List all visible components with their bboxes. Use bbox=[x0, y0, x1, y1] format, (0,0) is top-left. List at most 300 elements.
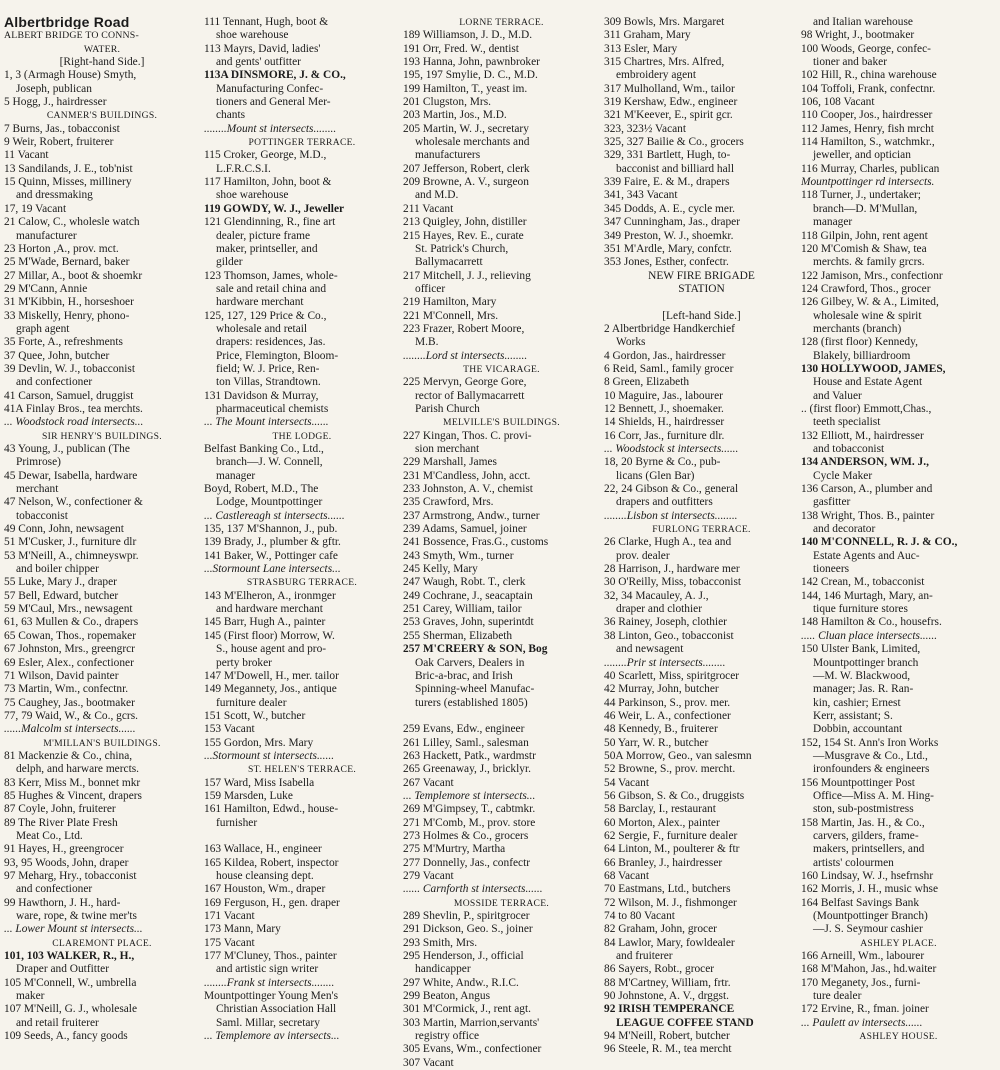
directory-line: 57 Bell, Edward, butcher bbox=[4, 589, 119, 602]
directory-line: 89 The River Plate Fresh bbox=[4, 816, 118, 829]
directory-line: 321 M'Keever, E., spirit gcr. bbox=[604, 109, 733, 122]
directory-line: 111 Tennant, Hugh, boot & bbox=[204, 16, 329, 28]
intersection-note: ........Mount st intersects........ bbox=[204, 122, 337, 135]
intersection-note: ...Stormount st intersects...... bbox=[204, 749, 335, 762]
column-2 bbox=[204, 16, 400, 1043]
intersection-note: ........Lisbon st intersects........ bbox=[604, 509, 738, 522]
directory-line: (Mountpottinger Branch) bbox=[813, 910, 928, 923]
directory-line: 107 M'Neill, G. J., wholesale bbox=[4, 1003, 138, 1016]
directory-line: 1, 3 (Armagh House) Smyth, bbox=[4, 69, 137, 82]
directory-line: 149 Megannety, Jos., antique bbox=[204, 683, 337, 696]
directory-line: 170 Meganety, Jos., furni- bbox=[801, 976, 921, 989]
directory-line: —Musgrave & Co., Ltd., bbox=[813, 749, 928, 762]
directory-line: STATION bbox=[678, 282, 725, 295]
directory-line: WATER. bbox=[83, 43, 121, 55]
directory-line: 193 Hanna, John, pawnbroker bbox=[403, 56, 540, 69]
directory-line: 8 Green, Elizabeth bbox=[604, 376, 690, 389]
directory-line: ture dealer bbox=[813, 990, 862, 1003]
directory-line: 44 Parkinson, S., prov. mer. bbox=[604, 696, 731, 709]
directory-line: 86 Sayers, Robt., grocer bbox=[604, 963, 715, 976]
directory-line: S., house agent and pro- bbox=[216, 643, 327, 656]
intersection-note: ... Templemore av intersects... bbox=[204, 1030, 340, 1043]
directory-line: 30 O'Reilly, Miss, tobacconist bbox=[604, 576, 742, 589]
directory-line: manager bbox=[216, 469, 256, 482]
directory-line: 70 Eastmans, Ltd., butchers bbox=[604, 883, 731, 896]
directory-line: 5 Hogg, J., hairdresser bbox=[4, 96, 107, 109]
directory-line: rector of Ballymacarrett bbox=[415, 389, 525, 402]
directory-line: 7 Burns, Jas., tobacconist bbox=[4, 122, 120, 135]
intersection-note: ...... Carnforth st intersects...... bbox=[403, 883, 543, 896]
directory-line: 15 Quinn, Misses, millinery bbox=[4, 176, 132, 189]
directory-line: 267 Vacant bbox=[403, 776, 454, 789]
column-4 bbox=[604, 16, 799, 1057]
directory-line: Kerr, assistant; S. bbox=[813, 709, 893, 722]
intersection-note: ........Frank st intersects........ bbox=[204, 976, 335, 989]
directory-line: 325, 327 Bailie & Co., grocers bbox=[604, 136, 744, 149]
directory-line: furnisher bbox=[216, 816, 258, 829]
directory-line: 289 Shevlin, P., spiritgrocer bbox=[403, 910, 530, 923]
directory-line: 172 Ervine, R., fman. joiner bbox=[801, 1003, 929, 1016]
directory-line: 164 Belfast Savings Bank bbox=[801, 896, 920, 909]
directory-line: 116 Murray, Charles, publican bbox=[801, 162, 940, 175]
directory-line: tobacconist bbox=[16, 509, 68, 522]
directory-line: maker bbox=[16, 990, 45, 1003]
directory-line: 173 Mann, Mary bbox=[204, 923, 281, 936]
directory-line: 130 HOLLYWOOD, JAMES, bbox=[801, 362, 946, 375]
directory-line: 28 Harrison, J., hardware mer bbox=[604, 563, 740, 576]
directory-line: tioneers bbox=[813, 563, 850, 576]
directory-line: 273 Holmes & Co., grocers bbox=[403, 829, 529, 842]
directory-line: 13 Sandilands, J. E., tob'nist bbox=[4, 162, 133, 175]
directory-line: 67 Johnston, Mrs., greengrcr bbox=[4, 643, 135, 656]
directory-line: 303 Martin, Marrion,servants' bbox=[403, 1016, 540, 1029]
intersection-note: ......Malcolm st intersects...... bbox=[4, 723, 136, 736]
directory-line: 261 Lilley, Saml., salesman bbox=[403, 736, 529, 749]
directory-line: 125, 127, 129 Price & Co., bbox=[204, 309, 327, 322]
directory-line: 136 Carson, A., plumber and bbox=[801, 483, 933, 496]
directory-line: embroidery agent bbox=[616, 69, 697, 82]
directory-line: 112 James, Henry, fish mrcht bbox=[801, 122, 934, 135]
section-heading: MOSSIDE TERRACE. bbox=[453, 897, 550, 909]
directory-line: 22, 24 Gibson & Co., general bbox=[604, 483, 739, 496]
directory-line: 293 Smith, Mrs. bbox=[403, 936, 478, 949]
directory-line: 29 M'Cann, Annie bbox=[4, 282, 88, 295]
directory-line: 203 Martin, Jos., M.D. bbox=[403, 109, 507, 122]
directory-line: maker, printseller, and bbox=[216, 242, 318, 255]
directory-line: 91 Hayes, H., greengrocer bbox=[4, 843, 124, 856]
directory-line: 21 Calow, C., wholesle watch bbox=[4, 216, 140, 229]
directory-line: delph, and harware mercts. bbox=[16, 763, 140, 776]
directory-line: 62 Sergie, F., furniture dealer bbox=[604, 829, 738, 842]
directory-line: officer bbox=[415, 282, 446, 295]
directory-line: 175 Vacant bbox=[204, 936, 255, 949]
section-heading: MELVILLE'S BUILDINGS. bbox=[443, 417, 560, 429]
directory-line: 33 Miskelly, Henry, phono- bbox=[4, 309, 130, 322]
directory-line: House and Estate Agent bbox=[813, 376, 923, 389]
directory-line: 104 Toffoli, Frank, confectnr. bbox=[801, 82, 936, 95]
directory-line: 41A Finlay Bros., tea merchts. bbox=[4, 402, 143, 415]
section-heading: FURLONG TERRACE. bbox=[652, 524, 751, 536]
directory-line: 124 Crawford, Thos., grocer bbox=[801, 282, 931, 295]
directory-line: 323, 323½ Vacant bbox=[604, 122, 687, 135]
directory-line: 16 Corr, Jas., furniture dlr. bbox=[604, 429, 725, 442]
directory-line: 153 Vacant bbox=[204, 723, 255, 736]
directory-line: manager bbox=[813, 216, 853, 229]
directory-line: and artistic sign writer bbox=[216, 963, 319, 976]
directory-line: 237 Armstrong, Andw., turner bbox=[403, 509, 540, 522]
directory-line: 241 Bossence, Fras.G., customs bbox=[403, 536, 549, 549]
directory-line: 55 Luke, Mary J., draper bbox=[4, 576, 117, 589]
directory-line: field; W. J. Price, Ren- bbox=[216, 362, 320, 375]
directory-line: drapers: residences, Jas. bbox=[216, 336, 326, 349]
directory-line: 347 Cunningham, Jas., draper bbox=[604, 216, 741, 229]
directory-line: tioners and General Mer- bbox=[216, 96, 331, 109]
directory-line: 88 M'Cartney, William, frtr. bbox=[604, 976, 731, 989]
directory-line: 92 IRISH TEMPERANCE bbox=[604, 1003, 735, 1016]
directory-line: 265 Greenaway, J., bricklyr. bbox=[403, 763, 531, 776]
directory-line: 275 M'Murtry, Martha bbox=[403, 843, 506, 856]
intersection-note: ... Castlereagh st intersects...... bbox=[204, 509, 345, 522]
directory-line: and hardware merchant bbox=[216, 603, 323, 616]
directory-line: 223 Frazer, Robert Moore, bbox=[403, 322, 525, 335]
directory-line: LEAGUE COFFEE STAND bbox=[616, 1016, 754, 1029]
directory-line: 37 Quee, John, butcher bbox=[4, 349, 110, 362]
directory-line: 118 Gilpin, John, rent agent bbox=[801, 229, 928, 242]
directory-line: wholesale and retail bbox=[216, 322, 308, 335]
section-heading: ASHLEY PLACE. bbox=[860, 937, 937, 949]
directory-line: 301 M'Cormick, J., rent agt. bbox=[403, 1003, 531, 1016]
directory-line: 11 Vacant bbox=[4, 149, 49, 162]
directory-line: 97 Meharg, Hry., tobacconist bbox=[4, 870, 137, 882]
directory-line: 201 Clugston, Mrs. bbox=[403, 96, 491, 109]
directory-line: 167 Houston, Wm., draper bbox=[204, 883, 326, 896]
directory-line: 219 Hamilton, Mary bbox=[403, 296, 497, 309]
directory-line: Ballymacarrett bbox=[415, 256, 483, 269]
directory-line: graph agent bbox=[16, 322, 70, 335]
directory-line: 59 M'Caul, Mrs., newsagent bbox=[4, 603, 133, 616]
directory-line: Cycle Maker bbox=[813, 469, 873, 482]
directory-line: 191 Orr, Fred. W., dentist bbox=[403, 42, 519, 55]
directory-line: gasfitter bbox=[813, 496, 851, 509]
directory-line: 47 Nelson, W., confectioner & bbox=[4, 496, 143, 509]
directory-line: 25 M'Wade, Bernard, baker bbox=[4, 256, 130, 269]
directory-line: makers, printsellers, and bbox=[813, 843, 925, 856]
directory-line: 102 Hill, R., china warehouse bbox=[801, 69, 937, 82]
directory-line: 49 Conn, John, newsagent bbox=[4, 523, 124, 536]
directory-line: 353 Jones, Esther, confectr. bbox=[604, 256, 729, 269]
directory-line: Primrose) bbox=[16, 456, 61, 469]
directory-line: 81 Mackenzie & Co., china, bbox=[4, 749, 133, 762]
directory-line: 106, 108 Vacant bbox=[801, 96, 875, 109]
directory-line: pharmaceutical chemists bbox=[216, 402, 329, 415]
directory-line: Albertbridge Road bbox=[4, 16, 130, 30]
directory-line: St. Patrick's Church, bbox=[415, 242, 509, 255]
directory-line: 243 Smyth, Wm., turner bbox=[403, 549, 514, 562]
directory-line: 52 Browne, S., prov. mercht. bbox=[604, 763, 736, 776]
directory-line: 2 Albertbridge Handkerchief bbox=[604, 322, 735, 335]
directory-line: Boyd, Robert, M.D., The bbox=[204, 483, 319, 496]
directory-line: 247 Waugh, Robt. T., clerk bbox=[403, 576, 526, 589]
section-heading: STRASBURG TERRACE. bbox=[246, 577, 358, 589]
directory-line: teeth specialist bbox=[813, 416, 881, 429]
directory-line: 54 Vacant bbox=[604, 776, 650, 789]
directory-line: 128 (first floor) Kennedy, bbox=[801, 336, 918, 349]
directory-line: 152, 154 St. Ann's Iron Works bbox=[801, 736, 939, 749]
directory-line: 147 M'Dowell, H., mer. tailor bbox=[204, 669, 339, 682]
directory-line: 229 Marshall, James bbox=[403, 456, 497, 469]
directory-line: Spinning-wheel Manufac- bbox=[415, 683, 535, 696]
directory-line: 101, 103 WALKER, R., H., bbox=[4, 950, 135, 963]
directory-line: 207 Jefferson, Robert, clerk bbox=[403, 162, 530, 175]
directory-line: 73 Martin, Wm., confectnr. bbox=[4, 683, 129, 696]
directory-line: 209 Browne, A. V., surgeon bbox=[403, 176, 529, 189]
section-heading: CLAREMONT PLACE. bbox=[52, 937, 152, 949]
directory-line: house cleansing dept. bbox=[216, 870, 314, 882]
directory-line: 40 Scarlett, Miss, spiritgrocer bbox=[604, 669, 740, 682]
directory-line: 253 Graves, John, superintdt bbox=[403, 616, 534, 629]
directory-line: 235 Crawford, Mrs. bbox=[403, 496, 494, 509]
directory-line: 110 Cooper, Jos., hairdresser bbox=[801, 109, 933, 122]
directory-line: wholesale merchants and bbox=[415, 136, 530, 149]
directory-line: and gents' outfitter bbox=[216, 56, 301, 69]
directory-line: chants bbox=[216, 109, 246, 122]
directory-line: 41 Carson, Samuel, druggist bbox=[4, 389, 134, 402]
directory-line: —J. S. Seymour cashier bbox=[813, 923, 923, 936]
directory-line: 157 Ward, Miss Isabella bbox=[204, 776, 315, 789]
directory-line: and Italian warehouse bbox=[813, 16, 913, 28]
directory-line: 177 M'Cluney, Thos., painter bbox=[204, 950, 337, 963]
directory-line: Estate Agents and Auc- bbox=[813, 549, 920, 562]
directory-line: Parish Church bbox=[415, 402, 480, 415]
directory-line: 163 Wallace, H., engineer bbox=[204, 843, 322, 856]
directory-line: 297 White, Andw., R.I.C. bbox=[403, 976, 519, 989]
directory-line: 311 Graham, Mary bbox=[604, 29, 691, 42]
directory-line: 10 Maguire, Jas., labourer bbox=[604, 389, 723, 402]
directory-line: 144, 146 Murtagh, Mary, an- bbox=[801, 589, 933, 602]
directory-line: artists' colourmen bbox=[813, 856, 894, 869]
directory-line: 64 Linton, M., poulterer & ftr bbox=[604, 843, 740, 856]
directory-line: 145 (First floor) Morrow, W. bbox=[204, 629, 335, 642]
directory-line: 295 Henderson, J., official bbox=[403, 950, 524, 963]
directory-line: 168 M'Mahon, Jas., hd.waiter bbox=[801, 963, 937, 976]
directory-line: 135, 137 M'Shannon, J., pub. bbox=[204, 523, 338, 536]
directory-line: 61, 63 Mullen & Co., drapers bbox=[4, 616, 139, 629]
directory-line bbox=[204, 830, 400, 843]
directory-line: shoe warehouse bbox=[216, 189, 289, 202]
directory-line: NEW FIRE BRIGADE bbox=[648, 269, 755, 282]
directory-line: 189 Williamson, J. D., M.D. bbox=[403, 29, 533, 42]
section-heading: CANMER'S BUILDINGS. bbox=[46, 110, 158, 122]
directory-line: 50 Yarr, W. R., butcher bbox=[604, 736, 709, 749]
directory-line: 158 Martin, Jas. H., & Co., bbox=[801, 816, 925, 829]
directory-line: and dressmaking bbox=[16, 189, 93, 202]
directory-line: 317 Mulholland, Wm., tailor bbox=[604, 82, 735, 95]
directory-line: 166 Arneill, Wm., labourer bbox=[801, 950, 925, 963]
directory-line: 109 Seeds, A., fancy goods bbox=[4, 1030, 128, 1043]
directory-line: 84 Lawlor, Mary, fowldealer bbox=[604, 936, 735, 949]
directory-line: 156 Mountpottinger Post bbox=[801, 776, 915, 789]
directory-line: 100 Woods, George, confec- bbox=[801, 42, 931, 55]
directory-line: wholesale wine & spirit bbox=[813, 309, 922, 322]
directory-line: 23 Horton ,A., prov. mct. bbox=[4, 242, 119, 255]
directory-line: bacconist and billiard hall bbox=[616, 162, 734, 175]
directory-line: 249 Cochrane, J., seacaptain bbox=[403, 589, 533, 602]
directory-line: 131 Davidson & Murray, bbox=[204, 389, 319, 402]
directory-line: 299 Beaton, Angus bbox=[403, 990, 491, 1003]
directory-line: and retail fruiterer bbox=[16, 1016, 99, 1029]
directory-line: 117 Hamilton, John, boot & bbox=[204, 176, 332, 189]
directory-line: 93, 95 Woods, John, draper bbox=[4, 856, 129, 869]
directory-line: Saml. Millar, secretary bbox=[216, 1016, 320, 1029]
directory-line: 159 Marsden, Luke bbox=[204, 789, 293, 802]
directory-line: 113 Mayrs, David, ladies' bbox=[204, 42, 321, 55]
directory-line: 341, 343 Vacant bbox=[604, 189, 678, 202]
directory-line: Mountpottinger branch bbox=[813, 656, 919, 669]
directory-line: 221 M'Connell, Mrs. bbox=[403, 309, 499, 322]
intersection-note: ... Lower Mount st intersects... bbox=[4, 923, 143, 936]
directory-line: 339 Faire, E. & M., drapers bbox=[604, 176, 730, 189]
directory-line: 72 Wilson, M. J., fishmonger bbox=[604, 896, 737, 909]
directory-line: 48 Kennedy, B., fruiterer bbox=[604, 723, 718, 736]
directory-line: Works bbox=[616, 336, 646, 349]
directory-line: 120 M'Comish & Shaw, tea bbox=[801, 242, 927, 255]
directory-line: 46 Weir, L. A., confectioner bbox=[604, 709, 731, 722]
directory-line: 233 Johnston, A. V., chemist bbox=[403, 483, 533, 496]
section-heading: ASHLEY HOUSE. bbox=[859, 1031, 938, 1043]
directory-line: 65 Cowan, Thos., ropemaker bbox=[4, 629, 137, 642]
directory-line: 195, 197 Smylie, D. C., M.D. bbox=[403, 69, 538, 82]
directory-line: 26 Clarke, Hugh A., tea and bbox=[604, 536, 732, 549]
section-heading: M'MILLAN'S BUILDINGS. bbox=[43, 737, 161, 749]
directory-line: 143 M'Elheron, A., ironmger bbox=[204, 589, 336, 602]
directory-line: 251 Carey, William, tailor bbox=[403, 603, 522, 616]
column-3 bbox=[403, 16, 600, 1070]
directory-line: 83 Kerr, Miss M., bonnet mkr bbox=[4, 776, 141, 789]
section-heading: THE VICARAGE. bbox=[463, 363, 540, 375]
directory-line: Manufacturing Confec- bbox=[216, 82, 324, 95]
directory-line: 75 Caughey, Jas., bootmaker bbox=[4, 696, 135, 709]
directory-line: turers (established 1805) bbox=[415, 696, 528, 709]
directory-line: 38 Linton, Geo., tobacconist bbox=[604, 629, 734, 642]
directory-line: 27 Millar, A., boot & shoemkr bbox=[4, 269, 143, 282]
directory-line: shoe warehouse bbox=[216, 29, 289, 42]
directory-line: and confectioner bbox=[16, 883, 93, 896]
directory-line: 227 Kingan, Thos. C. provi- bbox=[403, 429, 532, 442]
directory-line: 315 Chartres, Mrs. Alfred, bbox=[604, 56, 725, 69]
section-heading: SIR HENRY'S BUILDINGS. bbox=[41, 430, 162, 442]
directory-line: Draper and Outfitter bbox=[16, 963, 109, 976]
directory-line: 82 Graham, John, grocer bbox=[604, 923, 717, 936]
directory-line: 271 M'Comb, M., prov. store bbox=[403, 816, 536, 829]
directory-line: Meat Co., Ltd. bbox=[16, 829, 83, 842]
directory-line: drapers and outfitters bbox=[616, 496, 713, 509]
directory-line: 114 Hamilton, S., watchmkr., bbox=[801, 136, 935, 149]
directory-line: prov. dealer bbox=[616, 549, 670, 562]
directory-line: 35 Forte, A., refreshments bbox=[4, 336, 123, 349]
directory-line: and newsagent bbox=[616, 643, 684, 656]
directory-line: sion merchant bbox=[415, 443, 480, 455]
directory-line: furniture dealer bbox=[216, 696, 287, 709]
directory-line: Price, Flemington, Bloom- bbox=[216, 349, 339, 362]
directory-line: 42 Murray, John, butcher bbox=[604, 683, 719, 696]
directory-line: 162 Morris, J. H., music whse bbox=[801, 883, 938, 896]
directory-line: 56 Gibson, S. & Co., druggists bbox=[604, 789, 745, 802]
directory-line: Bric-a-brac, and Irish bbox=[415, 669, 513, 682]
column-1 bbox=[4, 16, 200, 1043]
intersection-note: ........Prir st intersects........ bbox=[604, 656, 726, 669]
directory-line: —M. W. Blackwood, bbox=[813, 669, 911, 682]
directory-line: licans (Glen Bar) bbox=[616, 469, 695, 482]
directory-line: 4 Gordon, Jas., hairdresser bbox=[604, 349, 726, 362]
directory-line: 305 Evans, Wm., confectioner bbox=[403, 1043, 542, 1056]
directory-line: 126 Gilbey, W. & A., Limited, bbox=[801, 296, 939, 309]
directory-line: registry office bbox=[415, 1030, 479, 1043]
directory-line bbox=[604, 296, 799, 309]
directory-line: Office—Miss A. M. Hing- bbox=[813, 789, 934, 802]
directory-line: gilder bbox=[216, 256, 243, 269]
directory-line: 51 M'Cusker, J., furniture dlr bbox=[4, 536, 137, 549]
directory-line: 85 Hughes & Vincent, drapers bbox=[4, 789, 142, 802]
directory-line: Joseph, publican bbox=[16, 82, 92, 95]
directory-line: 217 Mitchell, J. J., relieving bbox=[403, 269, 531, 282]
directory-line: 145 Barr, Hugh A., painter bbox=[204, 616, 326, 629]
directory-line: 138 Wright, Thos. B., painter bbox=[801, 509, 935, 522]
directory-line: 160 Lindsay, W. J., hsefrnshr bbox=[801, 870, 934, 882]
directory-line: 18, 20 Byrne & Co., pub- bbox=[604, 456, 721, 469]
directory-line: 307 Vacant bbox=[403, 1056, 454, 1069]
directory-line: 9 Weir, Robert, fruiterer bbox=[4, 136, 114, 149]
directory-line: 215 Hayes, Rev. E., curate bbox=[403, 229, 524, 242]
section-heading: POTTINGER TERRACE. bbox=[248, 137, 356, 149]
directory-line: 74 to 80 Vacant bbox=[604, 910, 675, 923]
directory-line: 6 Reid, Saml., family grocer bbox=[604, 362, 734, 375]
intersection-note: ... The Mount intersects...... bbox=[204, 416, 329, 429]
directory-line: 225 Mervyn, George Gore, bbox=[403, 376, 527, 389]
directory-line: kin, cashier; Ernest bbox=[813, 696, 901, 709]
directory-line: 148 Hamilton & Co., housefrs. bbox=[801, 616, 942, 629]
directory-line: 329, 331 Bartlett, Hugh, to- bbox=[604, 149, 731, 162]
directory-line: Blakely, billiardroom bbox=[813, 349, 911, 362]
directory-line: 14 Shields, H., hairdresser bbox=[604, 416, 725, 429]
directory-line: 161 Hamilton, Edwd., house- bbox=[204, 803, 339, 816]
directory-line: and M.D. bbox=[415, 189, 459, 202]
directory-line: 58 Barclay, I., restaurant bbox=[604, 803, 716, 816]
intersection-note: ... Templemore st intersects... bbox=[403, 789, 536, 802]
directory-line: 141 Baker, W., Pottinger cafe bbox=[204, 549, 338, 562]
directory-line: dealer, picture frame bbox=[216, 229, 311, 242]
directory-line: merchts. & family grcrs. bbox=[813, 256, 925, 269]
directory-line: manufacturers bbox=[415, 149, 481, 162]
directory-line: tique furniture stores bbox=[813, 603, 908, 616]
directory-line: Christian Association Hall bbox=[216, 1003, 337, 1016]
directory-line: sale and retail china and bbox=[216, 282, 327, 295]
directory-line: carvers, gilders, frame- bbox=[813, 829, 919, 842]
directory-line: 169 Ferguson, H., gen. draper bbox=[204, 896, 340, 909]
directory-line: 50A Morrow, Geo., van salesmn bbox=[604, 749, 752, 762]
directory-line: L.F.R.C.S.I. bbox=[216, 162, 271, 175]
directory-line: 291 Dickson, Geo. S., joiner bbox=[403, 923, 533, 936]
directory-line: jeweller, and optician bbox=[813, 149, 911, 162]
directory-line: 90 Johnstone, A. V., drggst. bbox=[604, 990, 730, 1003]
directory-line: 43 Young, J., publican (The bbox=[4, 443, 130, 455]
directory-line: 171 Vacant bbox=[204, 910, 255, 923]
directory-line: 115 Croker, George, M.D., bbox=[204, 149, 327, 162]
directory-line: tioner and baker bbox=[813, 56, 888, 69]
directory-line: 32, 34 Macauley, A. J., bbox=[604, 589, 709, 602]
directory-line: 259 Evans, Edw., engineer bbox=[403, 723, 525, 736]
intersection-note: ... Woodstock st intersects...... bbox=[604, 443, 739, 455]
intersection-note: ........Lord st intersects........ bbox=[403, 349, 528, 362]
